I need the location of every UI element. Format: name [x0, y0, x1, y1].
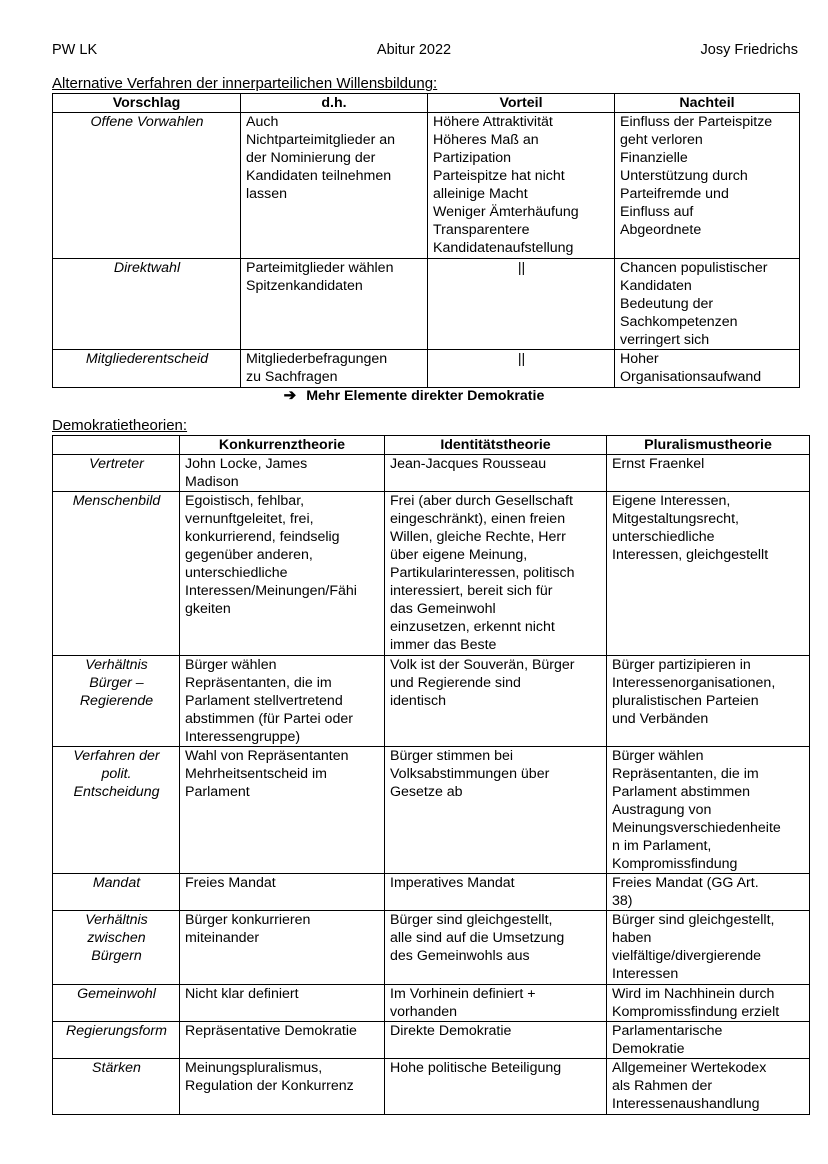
col-header-nachteil: Nachteil — [615, 94, 800, 113]
cell-line: miteinander — [185, 930, 260, 946]
konkurrenz-cell — [180, 874, 385, 911]
cell-line: Verhältnis — [85, 912, 148, 928]
cell-line: Bürger wählen — [185, 657, 277, 673]
cell-line: Regierungsform — [66, 1023, 167, 1039]
cell-line: geht verloren — [620, 132, 703, 148]
cell-line: Imperatives Mandat — [390, 875, 515, 891]
cell-line: Interessen/Meinungen/Fähi — [185, 583, 357, 599]
cell-line: n im Parlament, — [612, 838, 712, 854]
konkurrenz-cell — [180, 911, 385, 985]
identitaet-cell — [385, 911, 607, 985]
identitaet-cell — [385, 985, 607, 1022]
cell-line: alle sind auf die Umsetzung — [390, 930, 565, 946]
cell-line: Mehrheitsentscheid im — [185, 766, 327, 782]
cell-line: Abgeordnete — [620, 222, 702, 238]
cell-line: Bedeutung der — [620, 296, 714, 312]
cell-line: Nichtparteimitglieder an — [246, 132, 396, 148]
cell-line: Volk ist der Souverän, Bürger — [390, 657, 575, 673]
cell-line: Verhältnis — [85, 657, 148, 673]
cell-line: Gemeinwohl — [77, 986, 156, 1002]
identitaet-cell — [385, 747, 607, 874]
cell-line: eingeschränkt), einen freien — [390, 511, 566, 527]
procedure-disadvantage — [615, 350, 800, 388]
cell-line: Eigene Interessen, — [612, 493, 731, 509]
procedure-meaning — [241, 113, 428, 259]
theory-row — [53, 985, 810, 1022]
cell-line: Meinungspluralismus, — [185, 1060, 323, 1076]
conclusion — [0, 386, 828, 404]
cell-line: Allgemeiner Wertekodex — [612, 1060, 767, 1076]
identitaet-cell — [385, 1022, 607, 1059]
cell-line: verringert sich — [620, 332, 710, 348]
theory-row — [53, 656, 810, 747]
theory-row-label — [53, 1059, 180, 1115]
cell-line: polit. — [101, 766, 132, 782]
procedure-advantage — [428, 259, 615, 350]
cell-line: Im Vorhinein definiert + — [390, 986, 536, 1002]
theory-row-label — [53, 455, 180, 492]
cell-line: Gesetze ab — [390, 784, 463, 800]
procedure-disadvantage — [615, 113, 800, 259]
col-header-dh: d.h. — [241, 94, 428, 113]
cell-line: 38) — [612, 893, 633, 909]
theory-row-label — [53, 492, 180, 656]
cell-line: der Nominierung der — [246, 150, 376, 166]
cell-line: Nicht klar definiert — [185, 986, 299, 1002]
theory-row — [53, 747, 810, 874]
pluralismus-cell — [607, 455, 810, 492]
cell-line: identisch — [390, 693, 446, 709]
theory-row-label — [53, 911, 180, 985]
cell-line: Repräsentanten, die im — [612, 766, 759, 782]
cell-line: Vertreter — [89, 456, 144, 472]
cell-line: Höheres Maß an — [433, 132, 539, 148]
procedure-advantage — [428, 113, 615, 259]
cell-line: Weniger Ämterhäufung — [433, 204, 579, 220]
procedure-advantage — [428, 350, 615, 388]
cell-line: über eigene Meinung, — [390, 547, 528, 563]
theory-row-label — [53, 656, 180, 747]
cell-line: haben — [612, 930, 652, 946]
cell-line: Menschenbild — [72, 493, 161, 509]
procedure-row — [53, 113, 800, 259]
cell-line: Hohe politische Beteiligung — [390, 1060, 562, 1076]
cell-line: Egoistisch, fehlbar, — [185, 493, 305, 509]
col-header-pluralismus: Pluralismustheorie — [607, 436, 810, 455]
cell-line: Bürger sind gleichgestellt, — [390, 912, 553, 928]
cell-line: vielfältige/divergierende — [612, 948, 762, 964]
col-header-empty — [53, 436, 180, 455]
col-header-konkurrenz: Konkurrenztheorie — [180, 436, 385, 455]
cell-line: Ernst Fraenkel — [612, 456, 705, 472]
theory-row-label — [53, 874, 180, 911]
cell-line: Parlamentarische — [612, 1023, 723, 1039]
pluralismus-cell — [607, 874, 810, 911]
procedures-table — [52, 93, 800, 388]
cell-line: Mitgestaltungsrecht, — [612, 511, 739, 527]
cell-line: Chancen populistischer — [620, 260, 768, 276]
theory-row — [53, 492, 810, 656]
theory-row-label — [53, 1022, 180, 1059]
cell-line: Wird im Nachhinein durch — [612, 986, 775, 1002]
cell-line: Freies Mandat (GG Art. — [612, 875, 759, 891]
cell-line: Freies Mandat — [185, 875, 276, 891]
cell-line: || — [517, 351, 526, 367]
theory-row — [53, 1022, 810, 1059]
cell-line: Mitgliederbefragungen — [246, 351, 388, 367]
conclusion-text: Mehr Elemente direkter Demokratie — [306, 388, 545, 404]
cell-line: Organisationsaufwand — [620, 369, 762, 385]
cell-line: Bürgern — [91, 948, 142, 964]
procedure-name: Offene Vorwahlen — [53, 113, 241, 259]
theory-row-label — [53, 747, 180, 874]
cell-line: Bürger wählen — [612, 748, 704, 764]
cell-line: Interessen — [612, 966, 679, 982]
cell-line: und Verbänden — [612, 711, 709, 727]
cell-line: Repräsentanten, die im — [185, 675, 332, 691]
cell-line: Partikularinteressen, politisch — [390, 565, 575, 581]
procedure-row — [53, 259, 800, 350]
col-header-vorschlag: Vorschlag — [53, 94, 241, 113]
cell-line: Interessenaushandlung — [612, 1096, 760, 1112]
cell-line: alleinige Macht — [433, 186, 528, 202]
theory-row — [53, 911, 810, 985]
theory-row — [53, 1059, 810, 1115]
identitaet-cell — [385, 656, 607, 747]
procedure-row — [53, 350, 800, 388]
cell-line: pluralistischen Parteien — [612, 693, 759, 709]
cell-line: Kandidatenaufstellung — [433, 240, 574, 256]
cell-line: Meinungsverschiedenheite — [612, 820, 781, 836]
konkurrenz-cell — [180, 492, 385, 656]
theory-row — [53, 455, 810, 492]
header-course: PW LK — [52, 42, 98, 58]
col-header-vorteil: Vorteil — [428, 94, 615, 113]
procedure-name: Mitgliederentscheid — [53, 350, 241, 388]
pluralismus-cell — [607, 985, 810, 1022]
cell-line: Austragung von — [612, 802, 712, 818]
cell-line: Parlament — [185, 784, 250, 800]
cell-line: Bürger partizipieren in — [612, 657, 751, 673]
procedures-header-row — [53, 94, 800, 113]
cell-line: einzusetzen, erkennt nicht — [390, 619, 555, 635]
header-author: Josy Friedrichs — [700, 42, 798, 58]
cell-line: Spitzenkandidaten — [246, 278, 363, 294]
cell-line: Madison — [185, 474, 239, 490]
cell-line: Entscheidung — [73, 784, 160, 800]
cell-line: das Gemeinwohl — [390, 601, 496, 617]
cell-line: Frei (aber durch Gesellschaft — [390, 493, 573, 509]
pluralismus-cell — [607, 747, 810, 874]
pluralismus-cell — [607, 492, 810, 656]
cell-line: Bürger stimmen bei — [390, 748, 514, 764]
theory-row — [53, 874, 810, 911]
theory-row-label — [53, 985, 180, 1022]
pluralismus-cell — [607, 656, 810, 747]
cell-line: Interessen, gleichgestellt — [612, 547, 769, 563]
identitaet-cell — [385, 1059, 607, 1115]
cell-line: Direkte Demokratie — [390, 1023, 512, 1039]
konkurrenz-cell — [180, 1059, 385, 1115]
header-exam: Abitur 2022 — [376, 42, 452, 58]
cell-line: Interessenorganisationen, — [612, 675, 776, 691]
arrow-right-icon: ➔ — [283, 387, 297, 404]
cell-line: Volksabstimmungen über — [390, 766, 550, 782]
procedure-meaning — [241, 259, 428, 350]
identitaet-cell — [385, 874, 607, 911]
cell-line: abstimmen (für Partei oder — [185, 711, 353, 727]
cell-line: John Locke, James — [185, 456, 308, 472]
cell-line: unterschiedliche — [612, 529, 715, 545]
cell-line: Parteifremde und — [620, 186, 729, 202]
cell-line: Sachkompetenzen — [620, 314, 738, 330]
cell-line: Finanzielle — [620, 150, 688, 166]
cell-line: Willen, gleiche Rechte, Herr — [390, 529, 566, 545]
cell-line: gkeiten — [185, 601, 231, 617]
cell-line: Mandat — [92, 875, 141, 891]
konkurrenz-cell — [180, 985, 385, 1022]
cell-line: Verfahren der — [73, 748, 160, 764]
cell-line: Parlament abstimmen — [612, 784, 750, 800]
cell-line: Parlament stellvertretend — [185, 693, 343, 709]
cell-line: Transparentere — [433, 222, 530, 238]
procedure-meaning — [241, 350, 428, 388]
theories-header-row — [53, 436, 810, 455]
cell-line: vorhanden — [390, 1004, 458, 1020]
cell-line: zwischen — [87, 930, 146, 946]
cell-line: Kandidaten teilnehmen — [246, 168, 392, 184]
cell-line: Kandidaten — [620, 278, 692, 294]
col-header-identitaet: Identitätstheorie — [385, 436, 607, 455]
konkurrenz-cell — [180, 1022, 385, 1059]
procedure-name: Direktwahl — [53, 259, 241, 350]
cell-line: Bürger konkurrieren — [185, 912, 311, 928]
section2-title: Demokratietheorien: — [52, 417, 188, 434]
cell-line: immer das Beste — [390, 637, 497, 653]
cell-line: und Regierende sind — [390, 675, 521, 691]
cell-line: Partizipation — [433, 150, 512, 166]
cell-line: unterschiedliche — [185, 565, 288, 581]
konkurrenz-cell — [180, 455, 385, 492]
cell-line: Auch — [246, 114, 279, 130]
cell-line: Jean-Jacques Rousseau — [390, 456, 547, 472]
cell-line: Repräsentative Demokratie — [185, 1023, 357, 1039]
cell-line: Bürger – — [89, 675, 144, 691]
pluralismus-cell — [607, 1059, 810, 1115]
cell-line: Stärken — [92, 1060, 141, 1076]
cell-line: Einfluss der Parteispitze — [620, 114, 773, 130]
cell-line: vernunftgeleitet, frei, — [185, 511, 314, 527]
cell-line: Interessengruppe) — [185, 729, 301, 745]
cell-line: Bürger sind gleichgestellt, — [612, 912, 775, 928]
konkurrenz-cell — [180, 747, 385, 874]
theories-table — [52, 435, 810, 1115]
cell-line: konkurrierend, feindselig — [185, 529, 340, 545]
cell-line: gegenüber anderen, — [185, 547, 313, 563]
cell-line: Parteimitglieder wählen — [246, 260, 394, 276]
cell-line: Regulation der Konkurrenz — [185, 1078, 354, 1094]
cell-line: Regierende — [79, 693, 154, 709]
section1-title: Alternative Verfahren der innerparteilichen Willensbildung: — [52, 75, 438, 92]
identitaet-cell — [385, 492, 607, 656]
pluralismus-cell — [607, 1022, 810, 1059]
identitaet-cell — [385, 455, 607, 492]
cell-line: Wahl von Repräsentanten — [185, 748, 349, 764]
procedure-disadvantage — [615, 259, 800, 350]
cell-line: zu Sachfragen — [246, 369, 338, 385]
cell-line: Hoher — [620, 351, 659, 367]
cell-line: Einfluss auf — [620, 204, 694, 220]
cell-line: Demokratie — [612, 1041, 685, 1057]
cell-line: Unterstützung durch — [620, 168, 748, 184]
cell-line: || — [517, 260, 526, 276]
cell-line: als Rahmen der — [612, 1078, 713, 1094]
cell-line: Kompromissfindung erzielt — [612, 1004, 780, 1020]
cell-line: interessiert, bereit sich für — [390, 583, 553, 599]
cell-line: Höhere Attraktivität — [433, 114, 553, 130]
konkurrenz-cell — [180, 656, 385, 747]
cell-line: Kompromissfindung — [612, 856, 738, 872]
cell-line: lassen — [246, 186, 288, 202]
pluralismus-cell — [607, 911, 810, 985]
cell-line: des Gemeinwohls aus — [390, 948, 530, 964]
cell-line: Parteispitze hat nicht — [433, 168, 565, 184]
